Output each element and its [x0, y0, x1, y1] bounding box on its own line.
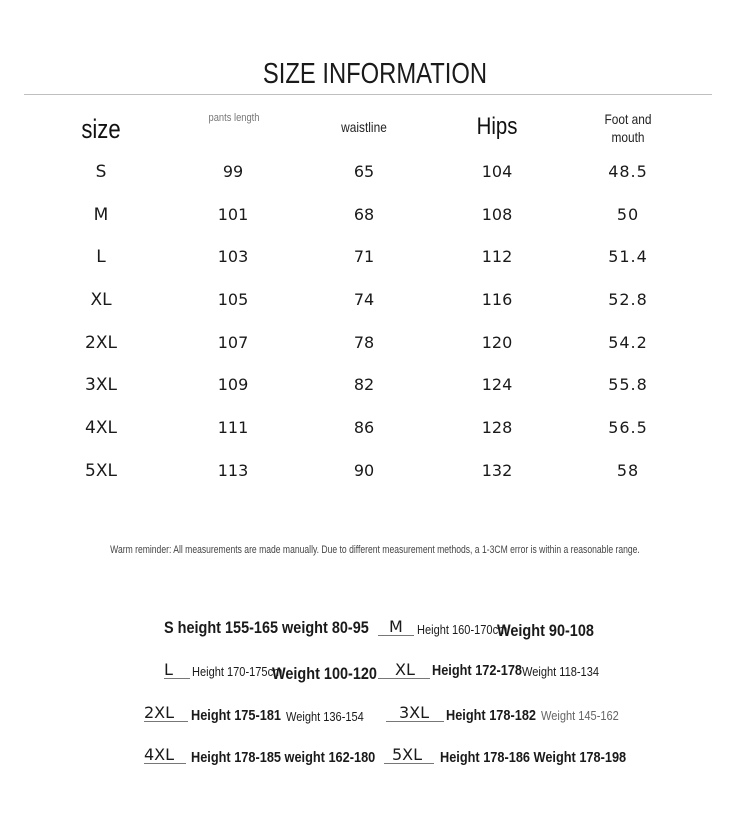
- cell-size: 2XL: [85, 333, 117, 353]
- cell-waistline: 68: [353, 205, 375, 224]
- cell-waistline: 65: [353, 162, 375, 181]
- cell-size: M: [93, 205, 109, 225]
- cell-pants-length: 113: [217, 461, 249, 480]
- cell-pants-length: 105: [217, 290, 249, 309]
- table-row: [0, 375, 750, 405]
- table-row: [0, 290, 750, 320]
- recommendation-xl-weight: Weight 118-134: [522, 664, 600, 679]
- cell-size: XL: [90, 290, 112, 310]
- table-row: [0, 205, 750, 235]
- cell-size: 3XL: [85, 375, 117, 395]
- cell-foot-mouth: 51.4: [608, 247, 648, 266]
- recommendation-m-weight: Weight 90-108: [497, 621, 594, 640]
- recommendation-l-height: Height 170-175cm: [192, 664, 283, 679]
- header-waistline: waistline: [341, 119, 387, 135]
- table-row: [0, 461, 750, 491]
- size-tag-underline: [386, 721, 444, 722]
- table-row: [0, 418, 750, 448]
- recommendation-4xl-height-weight: Height 178-185 weight 162-180: [191, 749, 376, 766]
- size-tag-4xl: 4XL: [144, 745, 175, 764]
- cell-hips: 120: [481, 333, 513, 352]
- size-tag-underline: [378, 678, 430, 679]
- cell-foot-mouth: 58: [616, 461, 640, 480]
- cell-pants-length: 107: [217, 333, 249, 352]
- cell-pants-length: 111: [217, 418, 249, 437]
- table-row: [0, 162, 750, 192]
- recommendation-l-weight: Weight 100-120: [272, 664, 377, 683]
- cell-pants-length: 103: [217, 247, 249, 266]
- recommendation-3xl-height: Height 178-182: [446, 707, 537, 724]
- cell-size: S: [95, 162, 107, 182]
- recommendation-2xl-weight: Weight 136-154: [286, 709, 364, 724]
- cell-waistline: 74: [353, 290, 375, 309]
- cell-waistline: 90: [353, 461, 375, 480]
- cell-hips: 108: [481, 205, 513, 224]
- size-tag-underline: [384, 763, 434, 764]
- cell-waistline: 78: [353, 333, 375, 352]
- size-tag-2xl: 2XL: [144, 703, 175, 722]
- page-title: SIZE INFORMATION: [262, 58, 488, 90]
- cell-size: L: [96, 247, 106, 267]
- title-divider: [24, 94, 712, 95]
- recommendation-2xl-height: Height 175-181: [191, 707, 282, 724]
- cell-pants-length: 101: [217, 205, 249, 224]
- size-tag-m: M: [389, 617, 403, 636]
- header-foot-mouth: Foot and mouth: [604, 111, 652, 145]
- cell-foot-mouth: 52.8: [608, 290, 648, 309]
- size-tag-xl: XL: [395, 660, 415, 679]
- cell-hips: 112: [481, 247, 513, 266]
- table-row: [0, 247, 750, 277]
- warm-reminder: Warm reminder: All measurements are made manually. Due to different measurement methods, a 1-3CM error is within a reasonable range.: [110, 544, 640, 556]
- recommendation-m-height: Height 160-170cm: [417, 622, 508, 637]
- size-tag-underline: [144, 721, 188, 722]
- size-tag-3xl: 3XL: [399, 703, 430, 722]
- size-tag-underline: [378, 635, 414, 636]
- cell-hips: 104: [481, 162, 513, 181]
- cell-foot-mouth: 54.2: [608, 333, 648, 352]
- cell-size: 4XL: [85, 418, 117, 438]
- cell-foot-mouth: 56.5: [608, 418, 648, 437]
- size-tag-l: L: [164, 660, 173, 679]
- recommendation-5xl-height-weight: Height 178-186 Weight 178-198: [440, 749, 627, 766]
- size-tag-underline: [164, 678, 190, 679]
- header-pants-length: pants length: [208, 112, 260, 124]
- cell-waistline: 86: [353, 418, 375, 437]
- cell-waistline: 82: [353, 375, 375, 394]
- cell-hips: 124: [481, 375, 513, 394]
- cell-foot-mouth: 55.8: [608, 375, 648, 394]
- cell-pants-length: 99: [222, 162, 244, 181]
- cell-foot-mouth: 48.5: [608, 162, 648, 181]
- recommendation-xl-height: Height 172-178: [432, 662, 523, 679]
- size-tag-5xl: 5XL: [392, 745, 423, 764]
- header-hips: Hips: [476, 113, 518, 140]
- cell-size: 5XL: [85, 461, 117, 481]
- cell-hips: 128: [481, 418, 513, 437]
- header-size: size: [81, 114, 121, 144]
- cell-waistline: 71: [353, 247, 375, 266]
- cell-foot-mouth: 50: [616, 205, 640, 224]
- table-row: [0, 333, 750, 363]
- cell-pants-length: 109: [217, 375, 249, 394]
- cell-hips: 132: [481, 461, 513, 480]
- recommendation-3xl-weight: Weight 145-162: [541, 708, 619, 723]
- size-tag-underline: [144, 763, 186, 764]
- recommendation-s: S height 155-165 weight 80-95: [164, 618, 369, 637]
- cell-hips: 116: [481, 290, 513, 309]
